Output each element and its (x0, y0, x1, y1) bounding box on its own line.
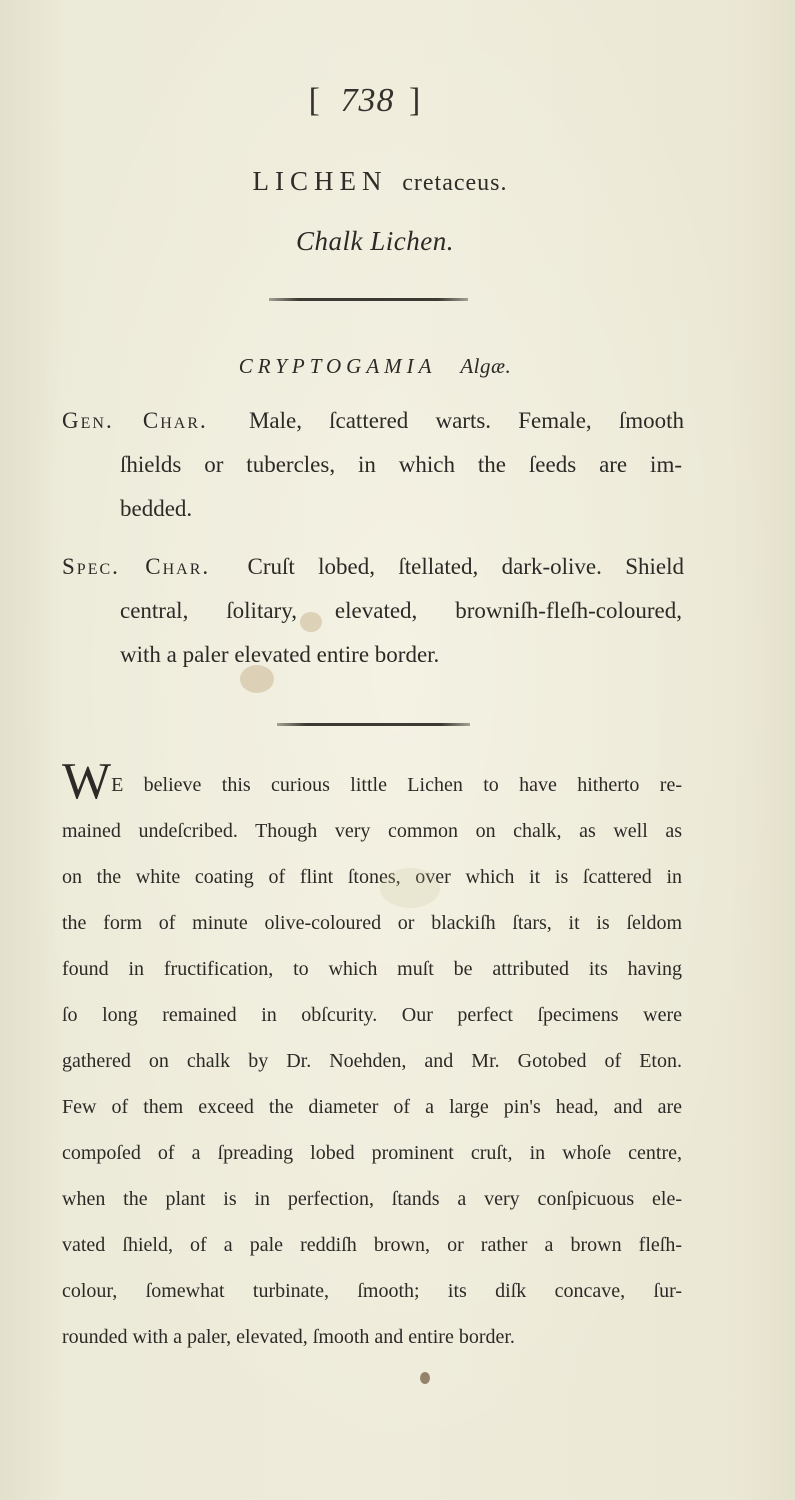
body-line: compoſed of a ſpreading lobed prominent cruſt, in whoſe centre, (62, 1142, 682, 1164)
page-number-value: 738 (340, 82, 395, 119)
body-line: ſo long remained in obſcurity. Our perfect ſpecimens were (62, 1004, 682, 1026)
body-line: on the white coating of flint ſtones, over which it is ſcattered in (62, 866, 682, 888)
char-line: ſhields or tubercles, in which the ſeeds are im- (120, 452, 682, 477)
body-line: colour, ſomewhat turbinate, ſmooth; its diſk concave, ſur- (62, 1280, 682, 1302)
body-line: the form of minute olive-coloured or blackiſh ſtars, it is ſeldom (62, 912, 682, 934)
body-line: Few of them exceed the diameter of a large pin's head, and are (62, 1096, 682, 1118)
char-line: bedded. (120, 496, 193, 521)
classification-class: CRYPTOGAMIA (238, 354, 437, 378)
common-name: Chalk Lichen. (296, 226, 454, 256)
char-text: Cruſt lobed, ſtellated, dark-olive. Shield (247, 554, 684, 579)
page-number: [ 738 ] (308, 82, 427, 119)
body-line (62, 753, 682, 810)
generic-character (62, 399, 684, 531)
generic-character-label: Gen. Char. (62, 408, 208, 433)
char-line (62, 545, 684, 589)
body-line-text: E believe this curious little Lichen to have hitherto re- (111, 774, 682, 796)
drop-initial: W (62, 753, 110, 810)
body-line: found in fructification, to which muſt be attributed its having (62, 958, 682, 980)
classification-order: Algæ. (460, 354, 512, 378)
page-title (0, 166, 760, 197)
char-line: central, ſolitary, elevated, browniſh-fleſh-coloured, (120, 598, 682, 623)
foxing-spot (300, 612, 322, 632)
specific-character (62, 545, 684, 677)
description-text (62, 753, 682, 1360)
classification (0, 354, 750, 379)
divider-rule (277, 723, 470, 726)
body-line: when the plant is in perfection, ſtands a very conſpicuous ele- (62, 1188, 682, 1210)
foxing-spot (420, 1372, 430, 1384)
char-text: Male, ſcattered warts. Female, ſmooth (248, 408, 685, 433)
foxing-spot (380, 868, 440, 908)
body-line: mained undeſcribed. Though very common on chalk, as well as (62, 820, 682, 842)
char-line (62, 399, 684, 443)
foxing-spot (240, 665, 274, 693)
title-genus: LICHEN (252, 166, 388, 196)
body-line: gathered on chalk by Dr. Noehden, and Mr. Gotobed of Eton. (62, 1050, 682, 1072)
body-line: vated ſhield, of a pale reddiſh brown, or rather a brown fleſh- (62, 1234, 682, 1256)
body-line: rounded with a paler, elevated, ſmooth and entire border. (62, 1326, 515, 1348)
specific-character-label: Spec. Char. (62, 554, 211, 579)
divider-rule (269, 298, 468, 301)
char-line: with a paler elevated entire border. (120, 642, 440, 667)
title-species: cretaceus. (402, 170, 508, 196)
